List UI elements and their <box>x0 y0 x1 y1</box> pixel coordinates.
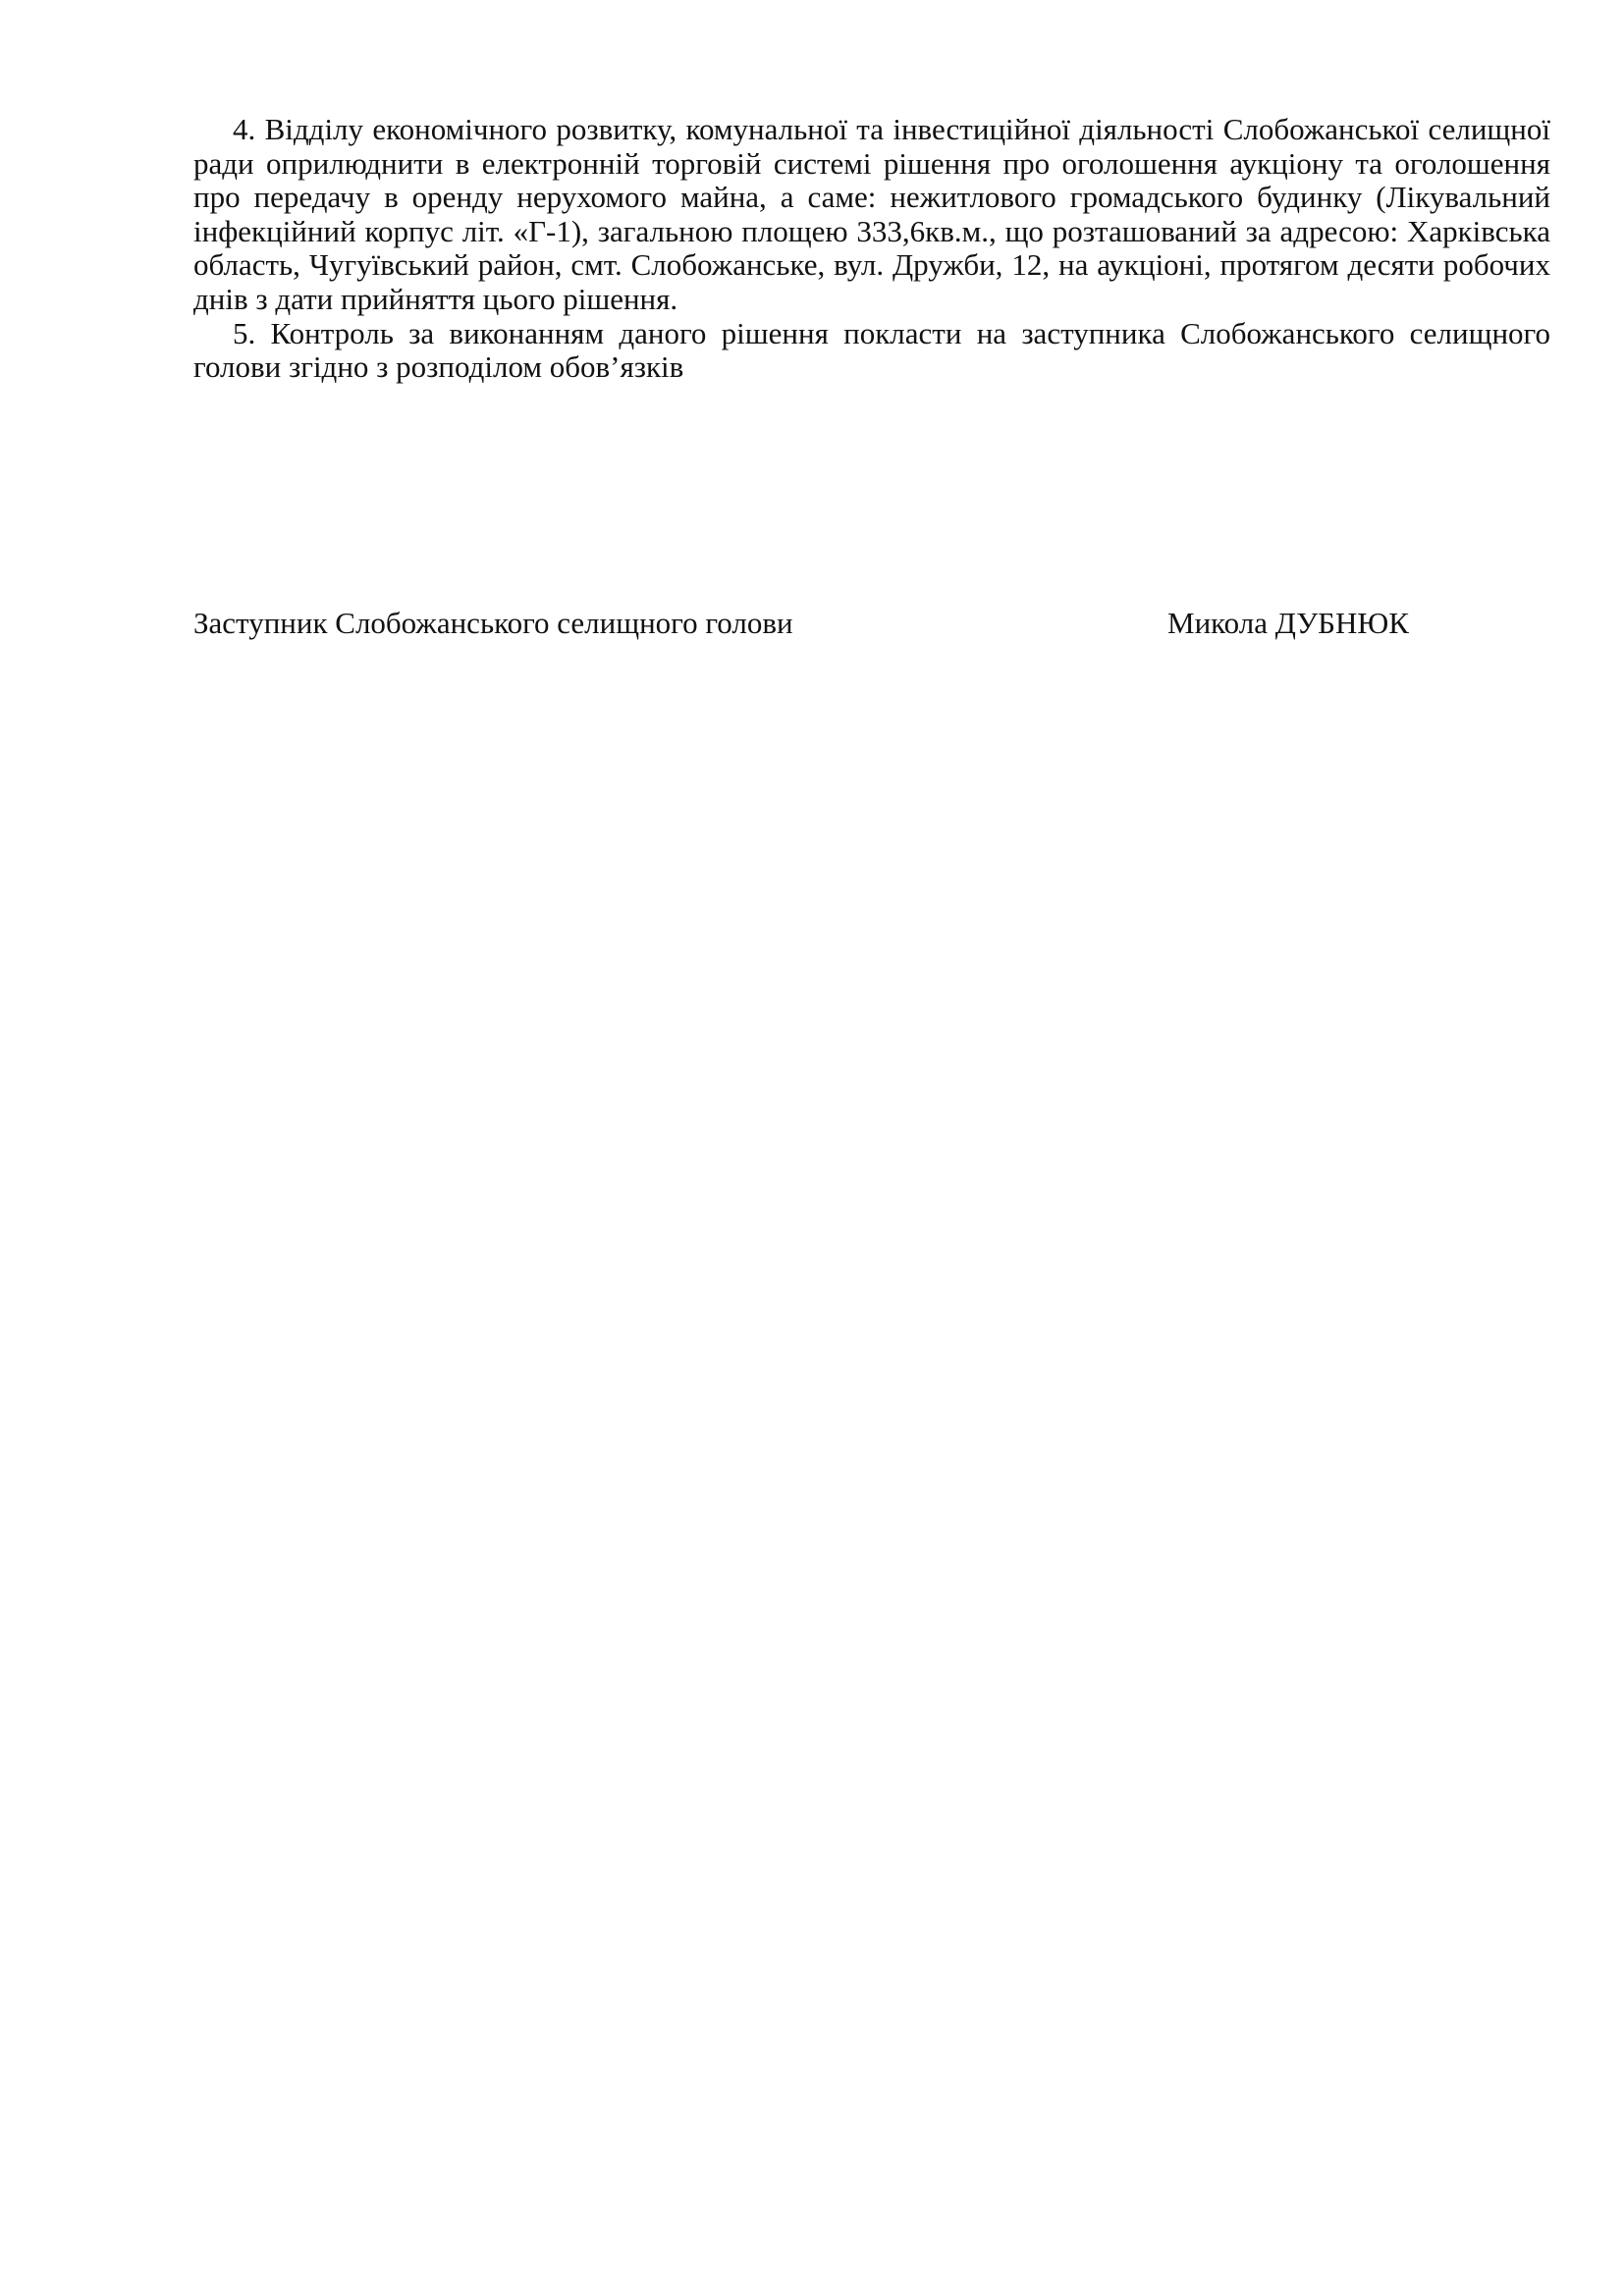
paragraph-item-5: 5. Контроль за виконанням даного рішення покласти на заступника Слобожанського селищного голови згідно з розподілом обов’язків <box>193 315 1550 385</box>
document-body <box>193 113 1550 385</box>
signatory-name: Микола ДУБНЮК <box>1167 606 1409 640</box>
paragraph-item-4: 4. Відділу економічного розвитку, комунальної та інвестиційної діяльності Слобожанської селищної ради оприлюднити в електронній торговій системі рішення про оголошення аукціону та оголошення про передачу в оренду нерухомого майна, а саме: нежитлового громадського будинку (Лікувальний інфекційний корпус літ. «Г-1), загальною площею 333,6кв.м., що розташований за адресою: Харківська область, Чугуївський район, смт. Слобожанське, вул. Дружби, 12, на аукціоні, протягом десяти робочих днів з дати прийняття цього рішення. <box>193 112 1550 316</box>
signatory-position: Заступник Слобожанського селищного голови <box>193 606 793 640</box>
